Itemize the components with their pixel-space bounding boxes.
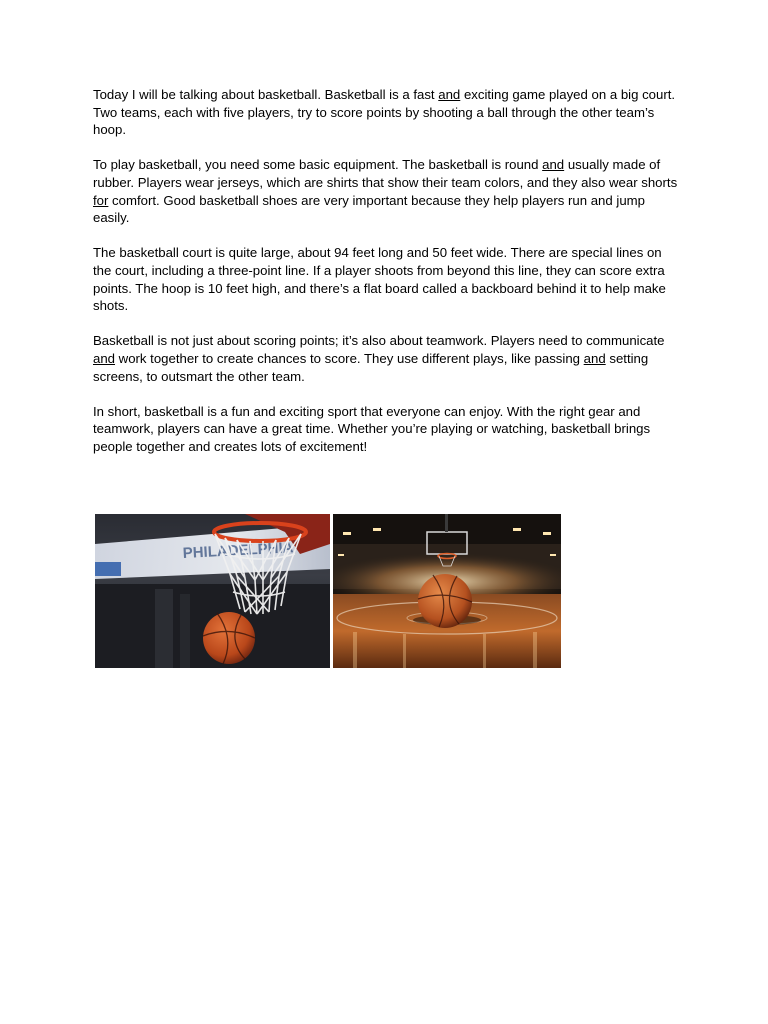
paragraph-text: In short, basketball is a fun and exciting sport that everyone can enjoy. With the right gear and teamwork, players can have a great time. Whether you’re playing or watching, basketball brings people together and creates lots of excitement! [93,403,651,454]
paragraph-text: Basketball is not just about scoring points; it’s also about teamwork. Players need to communicate [93,333,665,349]
paragraph-5 [93,403,678,456]
document-body [93,86,678,473]
arena-banner-text: PHILADELPHIA [182,539,294,562]
paragraph-text: usually made of rubber. Players wear jerseys, which are shirts that show their team colors, and they also wear shorts [93,157,678,190]
basketball-net-photo [95,514,330,668]
paragraph-3 [93,244,678,314]
underlined-word: and [93,350,116,366]
paragraph-1 [93,86,678,139]
basketball-court-photo [333,514,561,668]
paragraph-2 [93,156,678,226]
paragraph-text: Today I will be talking about basketball. Basketball is a fast [93,87,439,102]
paragraph-text: setting screens, to outsmart the other team. [93,350,649,384]
paragraph-text: The basketball court is quite large, about 94 feet long and 50 feet wide. There are special lines on the court, including a three-point line. If a player shoots from beyond this line, they can score extra points. The hoop is 10 feet high, and there’s a flat board called a backboard behind it to help make shots. [93,245,666,314]
underlined-word: and [438,87,461,102]
paragraph-4 [93,332,678,385]
paragraph-text: comfort. Good basketball shoes are very important because they help players run and jump easily. [93,192,645,226]
underlined-word: and [583,350,606,366]
paragraph-text: exciting game played on a big court. Two teams, each with five players, try to score points by shooting a ball through the other team’s hoop. [93,87,676,138]
underlined-word: for [93,192,109,208]
underlined-word: and [542,157,565,173]
paragraph-text: To play basketball, you need some basic equipment. The basketball is round [93,157,543,173]
paragraph-text: work together to create chances to score. They use different plays, like passing [115,350,584,366]
